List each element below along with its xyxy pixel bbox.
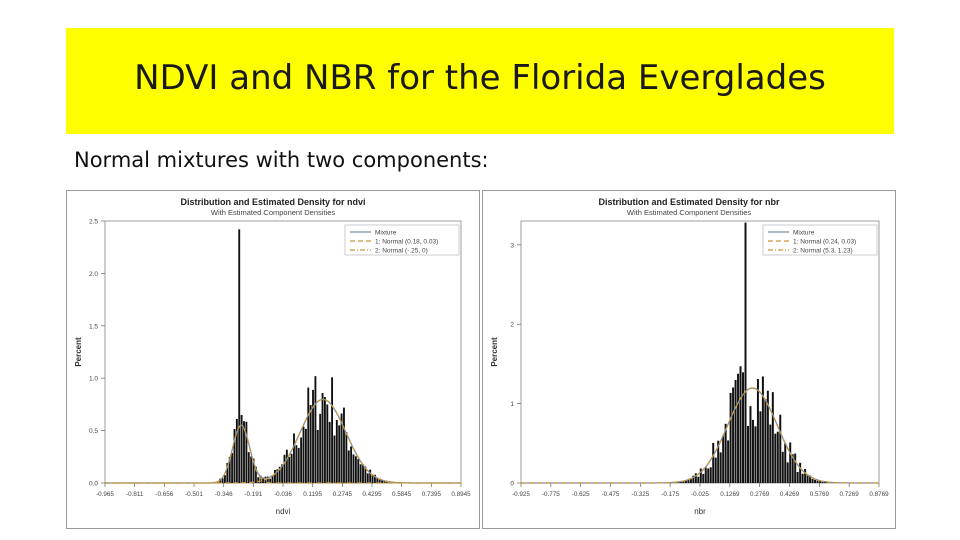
histogram-bar (784, 443, 786, 483)
histogram-bar (314, 376, 316, 483)
histogram-bar (804, 469, 806, 483)
histogram-bar (300, 437, 302, 483)
histogram-bar (310, 405, 312, 483)
histogram-bar (336, 420, 338, 483)
x-axis-label: ndvi (275, 507, 291, 516)
histogram-bar (745, 223, 747, 483)
histogram-bar (250, 457, 252, 483)
histogram-bar (317, 430, 319, 483)
histogram-bar (802, 474, 804, 483)
histogram-bar (319, 414, 321, 483)
nbr-chart (483, 191, 895, 528)
x-tick-label: 0.8945 (451, 491, 471, 498)
histogram-bar (740, 366, 742, 483)
y-tick-label: 2 (510, 321, 514, 329)
y-tick-label: 0.5 (88, 428, 98, 436)
ndvi-chart-panel (66, 190, 480, 529)
histogram-bar (817, 481, 819, 483)
histogram-bar (794, 454, 796, 483)
histogram-bar (702, 474, 704, 483)
y-axis-label: Percent (74, 337, 83, 367)
histogram-bar (307, 388, 309, 483)
x-tick-label: -0.191 (244, 491, 263, 498)
histogram-bar (749, 406, 751, 483)
x-tick-label: -0.625 (571, 491, 590, 498)
histogram-bar (286, 450, 288, 483)
chart-title: Distribution and Estimated Density for nbr (598, 197, 780, 207)
histogram-bar (331, 377, 333, 483)
histogram-bar (782, 452, 784, 483)
histogram-bar (355, 456, 357, 483)
x-tick-label: -0.175 (661, 491, 680, 498)
histogram-bar (303, 427, 305, 483)
y-tick-label: 0.0 (88, 480, 98, 488)
histogram-bar (343, 408, 345, 483)
x-tick-label: -0.775 (541, 491, 560, 498)
histogram-bar (762, 376, 764, 483)
chart-subtitle: With Estimated Component Densities (626, 208, 752, 217)
histogram-bar (812, 479, 814, 483)
x-tick-label: -0.925 (512, 491, 530, 498)
histogram-bar (754, 426, 756, 483)
histogram-bar (789, 442, 791, 483)
histogram-bar (777, 432, 779, 483)
histogram-bar (759, 411, 761, 483)
histogram-bar (747, 426, 749, 483)
histogram-bar (274, 470, 276, 483)
y-tick-label: 2.0 (88, 270, 98, 278)
histogram-bar (231, 453, 233, 483)
y-tick-label: 3 (510, 242, 514, 250)
x-tick-label: 0.1269 (720, 491, 740, 498)
x-tick-label: -0.656 (155, 491, 174, 498)
legend-label: 1: Normal (0.24, 0.03) (793, 238, 857, 246)
histogram-bar (779, 415, 781, 483)
x-tick-label: 0.2745 (332, 491, 352, 498)
histogram-bar (720, 452, 722, 483)
x-tick-label: -0.965 (96, 491, 114, 498)
histogram-bar (712, 443, 714, 483)
x-tick-label: -0.475 (601, 491, 620, 498)
histogram-bar (735, 380, 737, 483)
legend-label: 2: Normal (5.3, 1.23) (793, 247, 853, 255)
nbr-chart-panel (482, 190, 896, 529)
histogram-bar (822, 482, 824, 483)
histogram-bar (362, 464, 364, 483)
x-tick-label: 0.8769 (869, 491, 889, 498)
histogram-bar (324, 397, 326, 483)
legend-label: 1: Normal (0.18, 0.03) (375, 238, 439, 246)
histogram-bar (772, 392, 774, 483)
x-tick-label: -0.346 (214, 491, 233, 498)
histogram-bar (288, 457, 290, 483)
histogram-bar (224, 475, 226, 483)
histogram-bar (350, 446, 352, 483)
chart-subtitle: With Estimated Component Densities (210, 208, 336, 217)
histogram-bar (707, 469, 709, 483)
plot-frame (521, 221, 879, 483)
x-tick-label: 0.5845 (392, 491, 412, 498)
ndvi-chart (67, 191, 479, 528)
histogram-bar (742, 372, 744, 483)
legend-label: Mixture (793, 229, 815, 237)
histogram-bar (312, 390, 314, 483)
plot-frame (105, 221, 461, 483)
x-tick-label: 0.7395 (421, 491, 441, 498)
histogram-bar (305, 429, 307, 483)
histogram-bar (291, 454, 293, 483)
histogram-bar (293, 433, 295, 483)
x-tick-label: 0.7269 (839, 491, 859, 498)
histogram-bar (797, 472, 799, 483)
x-axis-label: nbr (694, 507, 706, 516)
y-tick-label: 1.5 (88, 323, 98, 331)
histogram-bar (727, 440, 729, 483)
histogram-bar (757, 379, 759, 483)
histogram-bar (697, 477, 699, 483)
x-tick-label: -0.325 (631, 491, 650, 498)
histogram-bar (236, 419, 238, 483)
histogram-bar (357, 459, 359, 483)
histogram-bar (710, 467, 712, 483)
histogram-bar (715, 458, 717, 483)
histogram-bar (334, 436, 336, 483)
histogram-bar (248, 452, 250, 483)
chart-title: Distribution and Estimated Density for ndvi (180, 197, 366, 207)
histogram-bar (360, 464, 362, 483)
histogram-bar (705, 467, 707, 483)
x-tick-label: 0.5769 (809, 491, 829, 498)
histogram-bar (338, 425, 340, 483)
histogram-bar (732, 387, 734, 483)
histogram-bar (769, 425, 771, 483)
slide-subtitle: Normal mixtures with two components: (74, 148, 489, 172)
histogram-bar (284, 455, 286, 483)
histogram-bar (764, 399, 766, 483)
histogram-bar (298, 448, 300, 483)
histogram-bar (329, 422, 331, 483)
x-tick-label: -0.811 (125, 491, 144, 498)
y-tick-label: 1 (510, 401, 514, 409)
histogram-bar (799, 463, 801, 483)
histogram-bar (353, 454, 355, 483)
y-axis-label: Percent (490, 337, 499, 367)
histogram-bar (238, 229, 240, 483)
histogram-bar (372, 475, 374, 483)
x-tick-label: -0.036 (274, 491, 292, 498)
y-tick-label: 0 (510, 480, 514, 488)
x-tick-label: 0.1195 (303, 491, 323, 498)
legend-label: Mixture (375, 229, 397, 237)
histogram-bar (345, 432, 347, 483)
y-tick-label: 2.5 (88, 218, 98, 226)
histogram-bar (367, 473, 369, 483)
histogram-bar (814, 480, 816, 483)
histogram-bar (787, 462, 789, 483)
histogram-bar (348, 450, 350, 483)
histogram-bar (730, 393, 732, 483)
histogram-bar (752, 420, 754, 483)
histogram-bar (737, 374, 739, 483)
histogram-bar (322, 393, 324, 483)
histogram-bar (774, 434, 776, 483)
x-tick-label: 0.2769 (750, 491, 770, 498)
x-tick-label: 0.4295 (362, 491, 382, 498)
y-tick-label: 1.0 (88, 375, 98, 383)
title-band (66, 28, 894, 134)
legend-label: 2: Normal (-.25, 0) (375, 247, 428, 255)
histogram-bar (326, 404, 328, 483)
histogram-bar (722, 436, 724, 483)
histogram-bar (295, 445, 297, 483)
slide-title: NDVI and NBR for the Florida Everglades (134, 58, 826, 98)
x-tick-label: -0.501 (185, 491, 203, 498)
x-tick-label: 0.4269 (779, 491, 800, 498)
x-tick-label: -0.025 (691, 491, 709, 498)
